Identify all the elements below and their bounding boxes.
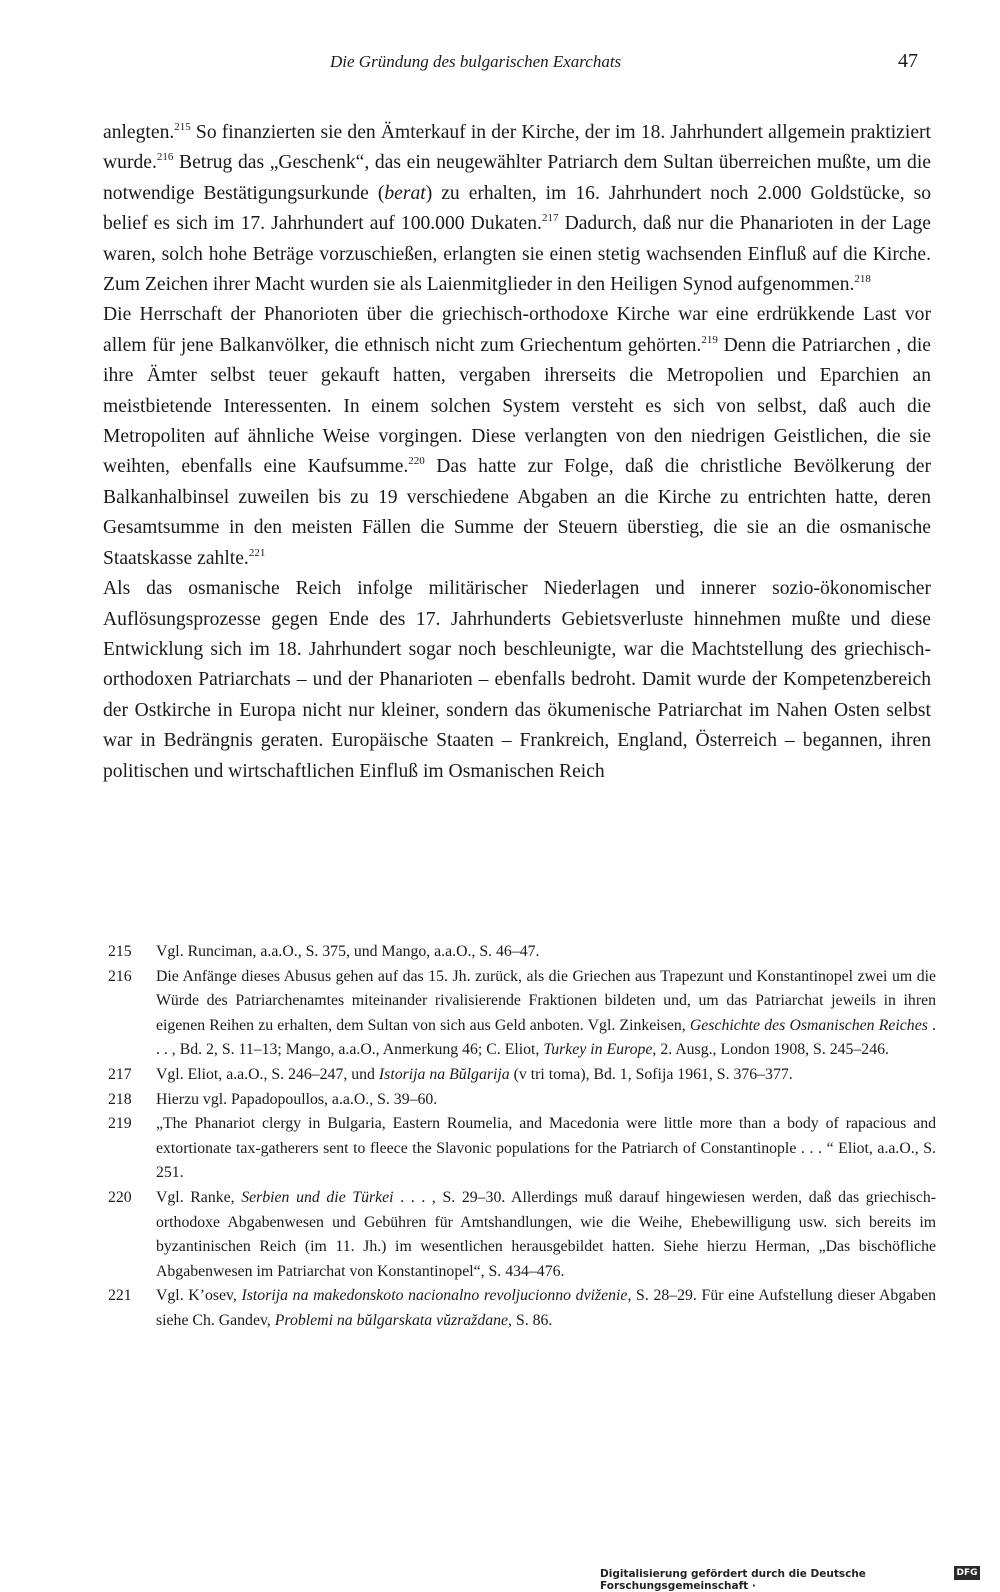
dfg-logo: DFG xyxy=(954,1566,980,1580)
running-head-title: Die Gründung des bulgarischen Exarchats xyxy=(330,52,622,71)
footnote-italic-title: Istorija na makedonskoto nacionalno revoljucionno dviženie xyxy=(241,1287,628,1305)
footnote-text: (v tri toma), Bd. 1, Sofija 1961, S. 376–377. xyxy=(509,1065,793,1083)
footnote-text: Die Anfänge dieses Abusus gehen auf das 15. Jh. zurück, als die Griechen aus Trapezunt und Konstantinopel zwei um die Würde des Patriarchenamtes miteinander rivalisierende Fraktionen bildeten und, um das Patriarchat jeweils in ihren eigenen Reihen zu erhalten, dem Sultan von sich aus Geld anboten. Vgl. Zinkeisen, xyxy=(156,967,936,1034)
text-run: Die Herrschaft der Phanorioten über die griechisch-orthodoxe Kirche war eine erdrükkende Last vor allem für jene Balkanvölker, die ethnisch nicht zum Griechentum gehörten. xyxy=(103,304,931,356)
footnote-text: . . . , S. 29–30. Allerdings muß darauf hingewiesen werden, daß das griechisch-orthodoxe Abgabenwesen und Gebühren für Amtshandlungen, wie die Weihe, Ehebewilligung usw. sich bereits im byzantinischen Reich (im 11. Jh.) im wesentlichen herausgebildet hatten. Siehe hierzu Herman, „Das bischöfliche Abgabenwesen im Patriarchat von Konstantinopel“, S. 434–476. xyxy=(156,1188,936,1280)
footnote-text: Vgl. Ranke, xyxy=(156,1188,242,1206)
footnote-217 xyxy=(108,1063,936,1088)
body-text xyxy=(103,118,931,787)
footnote-italic-title: Geschichte des Osmanischen Reiches xyxy=(689,1016,928,1034)
footnote-number: 220 xyxy=(108,1188,132,1206)
text-run: Denn die Patriarchen , die ihre Ämter selbst teuer gekauft hatten, vergaben ihrerseits die Metropolien und Eparchien an meistbietende Interessenten. In einem solchen System versteht es sich von selbst, daß auch die Metropoliten auf ähnliche Weise vorgingen. Diese verlangten von den niedrigen Geistlichen, die sie weihten, ebenfalls eine Kaufsumme. xyxy=(103,334,931,478)
footnote-text: Vgl. K’osev, xyxy=(156,1287,242,1305)
footnote-ref-215[interactable]: 215 xyxy=(174,121,191,133)
footnote-221 xyxy=(108,1284,936,1333)
footnote-text: . . . , Bd. 2, S. 11–13; Mango, a.a.O., Anmerkung 46; C. Eliot, xyxy=(156,1016,936,1059)
running-head xyxy=(0,50,1000,80)
footnote-ref-217[interactable]: 217 xyxy=(541,212,559,225)
footnote-number: 217 xyxy=(108,1065,132,1083)
text-run: ) zu erhalten, im 16. Jahrhundert noch 2.000 Goldstücke, so belief es sich im 17. Jahrhundert auf 100.000 Dukaten. xyxy=(103,182,931,235)
footnote-text: Vgl. Eliot, a.a.O., S. 246–247, und xyxy=(156,1065,379,1083)
footnote-italic-title: Serbien und die Türkei xyxy=(241,1188,394,1206)
footnote-number: 219 xyxy=(108,1115,132,1133)
footnote-215 xyxy=(108,940,936,965)
footnote-ref-216[interactable]: 216 xyxy=(156,151,174,164)
footnote-number: 218 xyxy=(108,1090,132,1108)
text-run: Betrug das „Geschenk“, das ein neugewählter Patriarch dem Sultan überreichen mußte, um die notwendige Bestätigungsurkunde ( xyxy=(103,152,931,204)
footnote-number: 221 xyxy=(108,1287,132,1305)
text-run: So finanzierten sie den Ämterkauf in der Kirche, der im 18. Jahrhundert allgemein praktiziert wurde. xyxy=(103,122,931,174)
footnote-text: , 2. Ausg., London 1908, S. 245–246. xyxy=(652,1041,889,1059)
paragraph-2 xyxy=(103,300,931,574)
text-run: Dadurch, daß nur die Phanarioten in der Lage waren, solch hohe Beträge vorzuschießen, erlangten sie einen stetig wachsenden Einfluß auf die Kirche. Zum Zeichen ihrer Macht wurden sie als Laienmitglieder in den Heiligen Synod aufgenommen. xyxy=(103,213,931,296)
paragraph-3: Als das osmanische Reich infolge militärischer Niederlagen und innerer sozio-ökonomischer Auflösungsprozesse gegen Ende des 17. Jahrhunderts Gebietsverluste hinnehmen mußte und diese Entwicklung sich im 18. Jahrhundert sogar noch beschleunigte, war die Machtstellung des griechisch-orthodoxen Patriarchats – und der Phanarioten – ebenfalls bedroht. Damit wurde der Kompetenzbereich der Ostkirche in Europa nicht nur kleiner, sondern das ökumenische Patriarchat im Nahen Osten selbst war in Bedrängnis geraten. Europäische Staaten – Frankreich, England, Österreich – begannen, ihren politischen und wirtschaftlichen Einfluß im Osmanischen Reich xyxy=(103,578,931,782)
footnote-219 xyxy=(108,1112,936,1186)
footnote-text: „The Phanariot clergy in Bulgaria, Eastern Roumelia, and Macedonia were little more than a body of rapacious and extortionate tax-gatherers sent to fleece the Slavonic populations for the Patriarch of Constantinople . . . “ Eliot, a.a.O., S. 251. xyxy=(156,1115,936,1182)
footnote-number: 216 xyxy=(108,967,132,985)
footnote-ref-218[interactable]: 218 xyxy=(854,273,871,286)
footnote-text: , S. 86. xyxy=(508,1311,553,1329)
footnote-number: 215 xyxy=(108,943,132,960)
footnote-text: , S. 28–29. Für eine Aufstellung dieser Abgaben siehe Ch. Gandev, xyxy=(156,1287,936,1329)
footnote-220 xyxy=(108,1186,936,1284)
italic-term-berat: berat xyxy=(384,182,426,204)
footnote-italic-title: Problemi na bŭlgarskata vŭzraždane xyxy=(274,1311,509,1329)
footnote-text: Hierzu vgl. Papadopoullos, a.a.O., S. 39–60. xyxy=(156,1090,438,1108)
footnote-ref-221[interactable]: 221 xyxy=(248,546,266,559)
text-run: anlegten. xyxy=(103,122,175,143)
footnote-italic-title: Istorija na Bŭlgarija xyxy=(378,1065,510,1083)
footnote-italic-title: Turkey in Europe xyxy=(543,1041,653,1059)
digitization-credit: Digitalisierung gefördert durch die Deutsche Forschungsgemeinschaft · xyxy=(600,1568,866,1592)
paragraph-1 xyxy=(103,118,931,300)
text-run: Das hatte zur Folge, daß die christliche Bevölkerung der Balkanhalbinsel zuweilen bis zu 19 verschiedene Abgaben an die Kirche zu entrichten hatte, deren Gesamtsumme in den meisten Fällen die Summe der Steuern überstieg, die sie an die osmanische Staatskasse zahlte. xyxy=(103,456,931,569)
page-number: 47 xyxy=(898,50,918,72)
footnote-ref-220[interactable]: 220 xyxy=(408,455,425,468)
footnote-216 xyxy=(108,965,936,1063)
footnote-text: Vgl. Runciman, a.a.O., S. 375, und Mango, a.a.O., S. 46–47. xyxy=(156,943,540,960)
footnote-218 xyxy=(108,1088,936,1113)
footnotes xyxy=(108,940,936,1334)
footnote-ref-219[interactable]: 219 xyxy=(701,333,718,346)
